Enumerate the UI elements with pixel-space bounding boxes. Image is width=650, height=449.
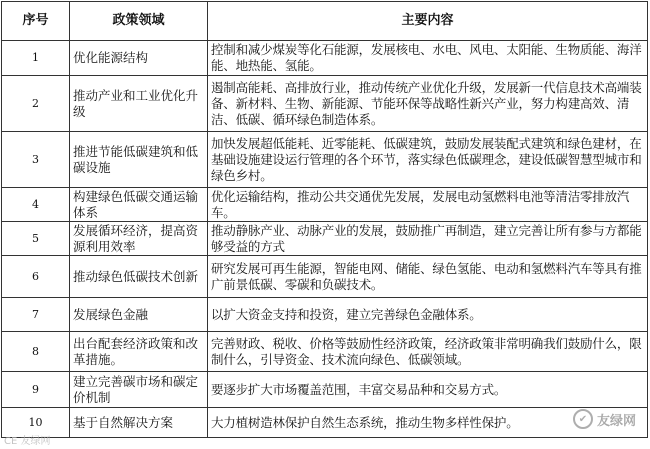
main-content: 优化运输结构，推动公共交通优先发展，发展电动氢燃料电池等清洁零排放汽车。 (208, 188, 648, 222)
header-main-content: 主要内容 (208, 2, 648, 41)
header-number: 序号 (2, 2, 70, 41)
main-content: 推动静脉产业、动脉产业的发展，鼓励推广再制造，建立完善让所有参与方都能够受益的方式 (208, 222, 648, 256)
policy-area: 推动绿色低碳技术创新 (70, 256, 208, 298)
row-number: 9 (2, 372, 70, 408)
main-content: 以扩大资金支持和投资，建立完善绿色金融体系。 (208, 298, 648, 332)
table-row (2, 132, 648, 188)
main-content: 遏制高能耗、高排放行业，推动传统产业优化升级，发展新一代信息技术高端装备、新材料、生物、新能源、节能环保等战略性新兴产业，努力构建高效、清洁、低碳、循环绿色制造体系。 (208, 76, 648, 132)
policy-area: 推动产业和工业优化升级 (70, 76, 208, 132)
corner-watermark: CE 友绿网 (4, 436, 51, 447)
row-number: 8 (2, 332, 70, 372)
main-content: 研究发展可再生能源，智能电网、储能、绿色氢能、电动和氢燃料汽车等具有推广前景低碳、零碳和负碳技术。 (208, 256, 648, 298)
brand-watermark-text: 友绿网 (596, 413, 636, 429)
policy-area: 优化能源结构 (70, 41, 208, 76)
table-row (2, 408, 648, 438)
table-header-row (2, 2, 648, 41)
row-number: 7 (2, 298, 70, 332)
main-content: 要逐步扩大市场覆盖范围，丰富交易品种和交易方式。 (208, 372, 648, 408)
row-number: 6 (2, 256, 70, 298)
row-number: 3 (2, 132, 70, 188)
policy-area: 建立完善碳市场和碳定价机制 (70, 372, 208, 408)
policy-area: 发展循环经济，提高资源利用效率 (70, 222, 208, 256)
main-content: 完善财政、税收、价格等鼓励性经济政策，经济政策非常明确我们鼓励什么，限制什么，引导资金、技术流向绿色、低碳领域。 (208, 332, 648, 372)
header-policy-area: 政策领域 (70, 2, 208, 41)
table-row (2, 256, 648, 298)
row-number: 5 (2, 222, 70, 256)
table-row (2, 222, 648, 256)
policy-area: 基于自然解决方案 (70, 408, 208, 438)
row-number: 10 (2, 408, 70, 438)
table-row (2, 332, 648, 372)
table-row (2, 188, 648, 222)
table-row (2, 372, 648, 408)
main-content: 控制和减少煤炭等化石能源，发展核电、水电、风电、太阳能、生物质能、海洋能、地热能、氢能。 (208, 41, 648, 76)
policy-area: 推进节能低碳建筑和低碳设施 (70, 132, 208, 188)
row-number: 1 (2, 41, 70, 76)
row-number: 2 (2, 76, 70, 132)
brand-logo-icon: ✔ (573, 409, 593, 429)
main-content: 加快发展超低能耗、近零能耗、低碳建筑，鼓励发展装配式建筑和绿色建材，在基础设施建设运行管理的各个环节，落实绿色低碳理念，建设低碳智慧型城市和绿色乡村。 (208, 132, 648, 188)
policy-table (1, 1, 648, 438)
policy-area: 构建绿色低碳交通运输体系 (70, 188, 208, 222)
table-row (2, 41, 648, 76)
policy-area: 发展绿色金融 (70, 298, 208, 332)
policy-area: 出台配套经济政策和改革措施。 (70, 332, 208, 372)
main-content: 大力植树造林保护自然生态系统，推动生物多样性保护。 (208, 408, 648, 438)
brand-watermark (573, 409, 636, 429)
table-row (2, 298, 648, 332)
table-row (2, 76, 648, 132)
row-number: 4 (2, 188, 70, 222)
